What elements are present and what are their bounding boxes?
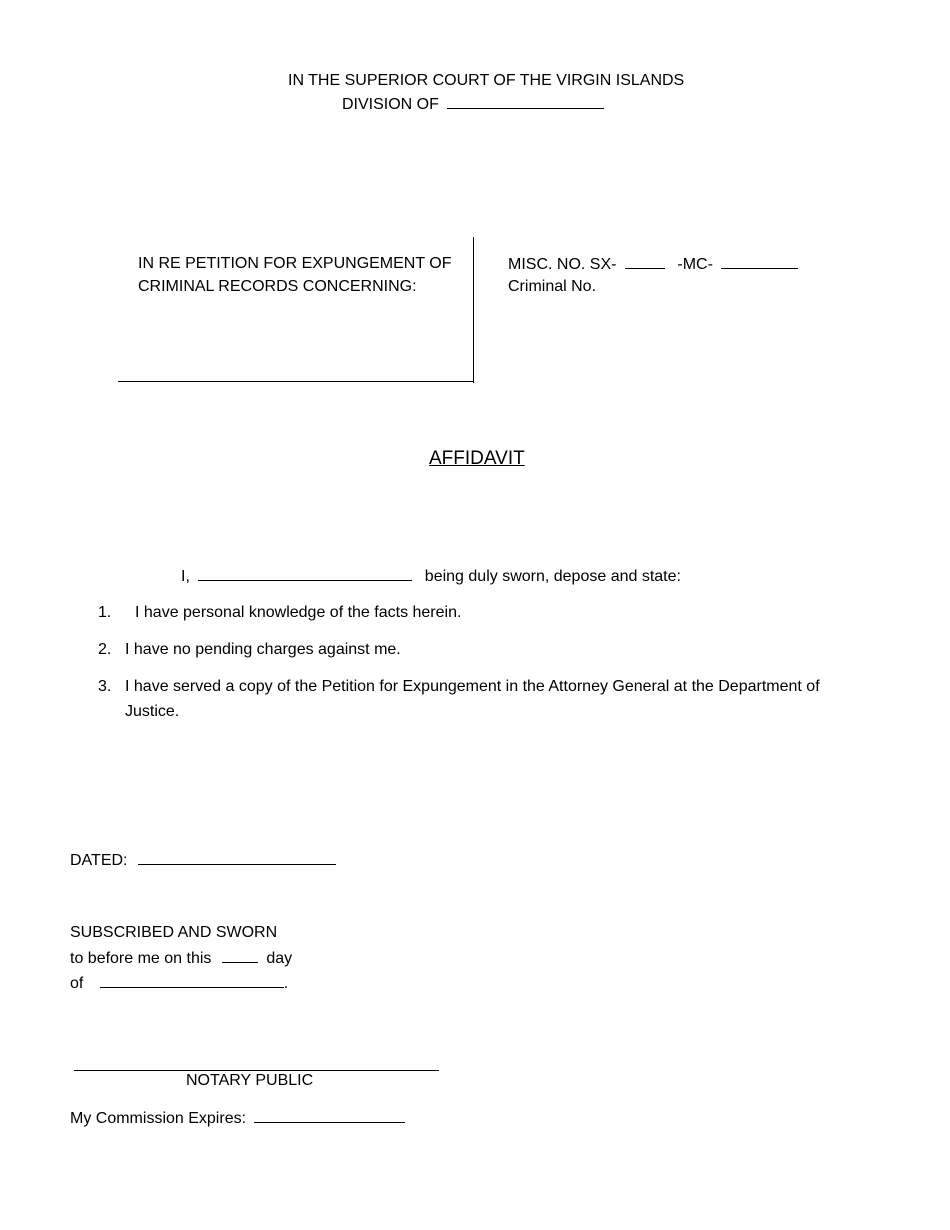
affiant-name-field[interactable] — [198, 566, 412, 581]
misc-no-row — [508, 254, 798, 275]
caption-left-line1: IN RE PETITION FOR EXPUNGEMENT OF — [138, 255, 452, 272]
commission-label: My Commission Expires: — [70, 1110, 247, 1127]
subscribed-line3 — [70, 973, 288, 994]
notary-label: NOTARY PUBLIC — [186, 1072, 314, 1089]
oath-row — [181, 566, 681, 587]
misc-no-field[interactable] — [625, 254, 665, 269]
subscribed-line3-prefix: of — [70, 975, 84, 992]
affidavit-title: AFFIDAVIT — [429, 448, 525, 469]
petitioner-name-field[interactable] — [118, 381, 474, 382]
item-2-number: 2. — [98, 641, 112, 658]
item-3-number: 3. — [98, 678, 112, 695]
day-field[interactable] — [222, 948, 258, 963]
subscribed-line2-prefix: to before me on this — [70, 950, 212, 967]
division-field[interactable] — [447, 94, 604, 109]
caption-left-line2: CRIMINAL RECORDS CONCERNING: — [138, 278, 417, 295]
mc-label: -MC- — [677, 256, 713, 273]
subscribed-line3-suffix: . — [283, 975, 289, 992]
item-1-text: I have personal knowledge of the facts herein. — [135, 604, 462, 621]
dated-field[interactable] — [138, 850, 336, 865]
division-row — [342, 94, 604, 115]
item-1-number: 1. — [98, 604, 112, 621]
mc-no-field[interactable] — [721, 254, 798, 269]
subscribed-line2-suffix: day — [266, 950, 293, 967]
oath-prefix: I, — [181, 568, 190, 585]
dated-row — [70, 850, 336, 871]
court-title: IN THE SUPERIOR COURT OF THE VIRGIN ISLANDS — [288, 72, 685, 89]
oath-suffix: being duly sworn, depose and state: — [424, 568, 681, 585]
criminal-no-label: Criminal No. — [508, 278, 597, 295]
item-2-text: I have no pending charges against me. — [125, 641, 401, 658]
subscribed-line1: SUBSCRIBED AND SWORN — [70, 924, 278, 941]
item-3-continuation: Justice. — [125, 703, 180, 720]
division-label: DIVISION OF — [342, 96, 439, 113]
subscribed-line2 — [70, 948, 292, 969]
caption-divider — [473, 237, 474, 383]
commission-expires-field[interactable] — [254, 1108, 405, 1123]
commission-row — [70, 1108, 405, 1129]
misc-no-label: MISC. NO. SX- — [508, 256, 617, 273]
dated-label: DATED: — [70, 852, 128, 869]
month-year-field[interactable] — [100, 973, 284, 988]
item-3-text: I have served a copy of the Petition for Expungement in the Attorney General at the Department of — [125, 678, 820, 695]
